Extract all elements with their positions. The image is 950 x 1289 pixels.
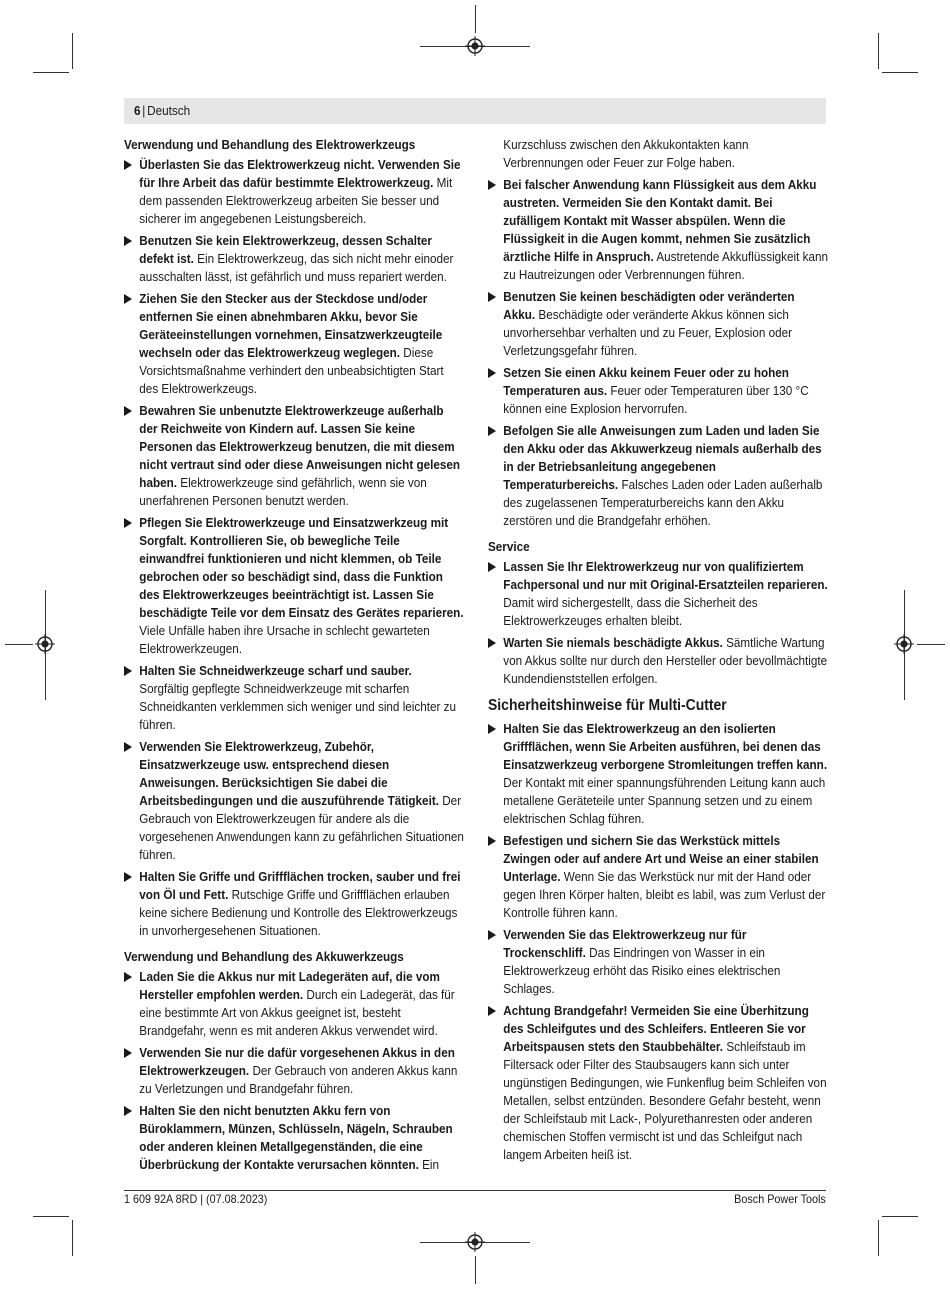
footer-brand: Bosch Power Tools — [734, 1192, 826, 1206]
crop-mark — [33, 1216, 69, 1217]
crop-mark — [878, 1220, 879, 1256]
instruction-text: Das Eindringen von Wasser in ein Elektrowerkzeug erhöht das Risiko eines elektrischen Schlages. — [503, 945, 781, 996]
instruction-bold: Befolgen Sie alle Anweisungen zum Laden und laden Sie den Akku oder das Akkuwerkzeug niemals außerhalb des in der Betriebsanleitung angegebenen Temperaturbereichs. — [503, 423, 822, 492]
crop-mark — [72, 1220, 73, 1256]
instruction-bold: Halten Sie das Elektrowerkzeug an den isolierten Griffflächen, wenn Sie Arbeiten ausführen, bei denen das Einsatzwerkzeug verborgene Stromleitungen treffen kann. — [503, 721, 828, 772]
safety-instruction — [488, 422, 828, 530]
bullet-arrow-icon — [488, 1006, 496, 1016]
bullet-arrow-icon — [124, 972, 132, 982]
instruction-text: Schleifstaub im Filtersack oder Filter des Staubsaugers kann sich unter ungünstigen Bedingungen, wie Funkenflug beim Schleifen von Metallen, selbst entzünden. Besondere Gefahr besteht, wenn der Schleifstaub mit Lack-, Polyurethanresten oder anderen chemischen Stoffen vermischt ist und das Schleifgut nach langem Arbeiten heiß ist. — [503, 1039, 827, 1162]
safety-instruction — [124, 514, 464, 658]
crop-mark — [33, 72, 69, 73]
safety-instruction — [124, 968, 464, 1040]
instruction-bold: Benutzen Sie kein Elektrowerkzeug, dessen Schalter defekt ist. — [139, 233, 432, 266]
instruction-text: Der Gebrauch von anderen Akkus kann zu Verletzungen und Brandgefahr führen. — [139, 1063, 458, 1096]
instruction-bold: Pflegen Sie Elektrowerkzeuge und Einsatzwerkzeug mit Sorgfalt. Kontrollieren Sie, ob bewegliche Teile einwandfrei funktionieren und nicht klemmen, ob Teile gebrochen oder so beschädigt sind, dass die Funktion des Elektrowerkzeuges beeinträchtigt ist. Lassen Sie beschädigte Teile vor dem Einsatz des Gerätes reparieren. — [139, 515, 464, 620]
instruction-bold: Benutzen Sie keinen beschädigten oder veränderten Akku. — [503, 289, 795, 322]
instruction-text: Ein — [422, 1157, 440, 1172]
bullet-arrow-icon — [124, 1106, 132, 1116]
instruction-text: Durch ein Ladegerät, das für eine bestimmte Art von Akkus geeignet ist, besteht Brandgefahr, wenn es mit anderen Akkus verwendet wird. — [139, 987, 455, 1038]
safety-instruction — [488, 558, 828, 630]
safety-instruction — [488, 176, 828, 284]
instruction-bold: Setzen Sie einen Akku keinem Feuer oder zu hohen Temperaturen aus. — [503, 365, 789, 398]
safety-instruction — [488, 832, 828, 922]
bullet-arrow-icon — [124, 406, 132, 416]
bullet-arrow-icon — [124, 666, 132, 676]
bullet-arrow-icon — [488, 562, 496, 572]
left-column — [124, 136, 464, 1178]
header-language: Deutsch — [147, 103, 191, 118]
instruction-text: Viele Unfälle haben ihre Ursache in schlecht gewarteten Elektrowerkzeugen. — [139, 623, 430, 656]
crop-mark — [878, 33, 879, 69]
instruction-bold: Halten Sie den nicht benutzten Akku fern von Büroklammern, Münzen, Schlüsseln, Nägeln, Schrauben oder anderen kleinen Metallgegenständen, die eine Überbrückung der Kontakte verursachen könnten. — [139, 1103, 453, 1172]
safety-instruction — [488, 720, 828, 828]
instruction-bold: Halten Sie Schneidwerkzeuge scharf und sauber. — [139, 663, 412, 678]
instruction-text: Austretende Akkuflüssigkeit kann zu Hautreizungen oder Verbrennungen führen. — [503, 249, 829, 282]
safety-instruction — [488, 288, 828, 360]
instruction-bold: Befestigen und sichern Sie das Werkstück mittels Zwingen oder auf andere Art und Weise an einer stabilen Unterlage. — [503, 833, 819, 884]
safety-instruction — [488, 1002, 828, 1164]
crop-mark — [475, 5, 476, 33]
instruction-text: Beschädigte oder veränderte Akkus können sich unvorhersehbar verhalten und zu Feuer, Explosion oder Verletzungsgefahr führen. — [503, 307, 793, 358]
bullet-arrow-icon — [488, 638, 496, 648]
instruction-bold: Bewahren Sie unbenutzte Elektrowerkzeuge außerhalb der Reichweite von Kindern auf. Lassen Sie keine Personen das Elektrowerkzeug benutzen, die mit diesem nicht vertraut sind oder diese Anweisungen nicht gelesen haben. — [139, 403, 461, 490]
bullet-arrow-icon — [488, 426, 496, 436]
bullet-arrow-icon — [124, 742, 132, 752]
bullet-arrow-icon — [124, 236, 132, 246]
instruction-text: Feuer oder Temperaturen über 130 °C können eine Explosion hervorrufen. — [503, 383, 809, 416]
instruction-bold: Verwenden Sie Elektrowerkzeug, Zubehör, Einsatzwerkzeuge usw. entsprechend diesen Anweisungen. Berücksichtigen Sie dabei die Arbeitsbedingungen und die auszuführende Tätigkeit. — [139, 739, 439, 808]
bullet-arrow-icon — [124, 518, 132, 528]
safety-instruction — [488, 634, 828, 688]
instruction-bold: Laden Sie die Akkus nur mit Ladegeräten auf, die vom Hersteller empfohlen werden. — [139, 969, 440, 1002]
bullet-arrow-icon — [488, 930, 496, 940]
continuation-paragraph: Kurzschluss zwischen den Akkukontakten kann Verbrennungen oder Feuer zur Folge haben. — [503, 137, 749, 170]
instruction-text: Der Gebrauch von Elektrowerkzeugen für andere als die vorgesehenen Anwendungen kann zu gefährlichen Situationen führen. — [139, 793, 464, 862]
registration-mark-icon — [465, 36, 485, 56]
section-heading: Verwendung und Behandlung des Elektrowerkzeugs — [124, 137, 416, 152]
instruction-text: Mit dem passenden Elektrowerkzeug arbeiten Sie besser und sicherer im angegebenen Leistungsbereich. — [139, 175, 453, 226]
instruction-text: Wenn Sie das Werkstück nur mit der Hand oder gegen Ihren Körper halten, bleibt es labil, was zum Verlust der Kontrolle führen kann. — [503, 869, 826, 920]
bullet-arrow-icon — [124, 1048, 132, 1058]
instruction-bold: Halten Sie Griffe und Griffflächen trocken, sauber und frei von Öl und Fett. — [139, 869, 461, 902]
bullet-arrow-icon — [488, 292, 496, 302]
bullet-arrow-icon — [488, 180, 496, 190]
right-column — [488, 136, 828, 1168]
crop-mark — [72, 33, 73, 69]
instruction-bold: Ziehen Sie den Stecker aus der Steckdose und/oder entfernen Sie einen abnehmbaren Akku, bevor Sie Geräteeinstellungen vornehmen, Einsatzwerkzeugteile wechseln oder das Elektrowerkzeug weglegen. — [139, 291, 443, 360]
safety-instruction — [124, 1102, 464, 1174]
footer-document-id: 1 609 92A 8RD | (07.08.2023) — [124, 1192, 268, 1206]
instruction-bold: Bei falscher Anwendung kann Flüssigkeit aus dem Akku austreten. Vermeiden Sie den Kontakt damit. Bei zufälligem Kontakt mit Wasser abspülen. Wenn die Flüssigkeit in die Augen kommt, nehmen Sie zusätzlich ärztliche Hilfe in Anspruch. — [503, 177, 817, 264]
crop-mark — [475, 1256, 476, 1284]
bullet-arrow-icon — [488, 724, 496, 734]
instruction-text: Elektrowerkzeuge sind gefährlich, wenn sie von unerfahrenen Personen benutzt werden. — [139, 475, 427, 508]
section-title: Sicherheitshinweise für Multi-Cutter — [488, 697, 727, 714]
safety-instruction — [124, 290, 464, 398]
safety-instruction — [124, 232, 464, 286]
instruction-text: Sorgfältig gepflegte Schneidwerkzeuge mit scharfen Schneidkanten verklemmen sich weniger und sind leichter zu führen. — [139, 681, 457, 732]
registration-mark-icon — [465, 1232, 485, 1252]
instruction-text: Falsches Laden oder Laden außerhalb des zugelassenen Temperaturbereichs kann den Akku zerstören und die Brandgefahr erhöhen. — [503, 477, 823, 528]
safety-instruction — [124, 156, 464, 228]
bullet-arrow-icon — [124, 160, 132, 170]
safety-instruction — [488, 926, 828, 998]
page-header — [124, 98, 826, 124]
instruction-text: Diese Vorsichtsmaßnahme verhindert den unbeabsichtigten Start des Elektrowerkzeugs. — [139, 345, 444, 396]
safety-instruction — [124, 868, 464, 940]
instruction-bold: Lassen Sie Ihr Elektrowerkzeug nur von qualifiziertem Fachpersonal und nur mit Original-Ersatzteilen reparieren. — [503, 559, 828, 592]
crop-mark — [917, 644, 945, 645]
footer-rule — [124, 1190, 826, 1191]
page-header-text — [134, 103, 190, 119]
safety-instruction — [124, 402, 464, 510]
safety-instruction — [124, 738, 464, 864]
safety-instruction — [124, 1044, 464, 1098]
instruction-text: Damit wird sichergestellt, dass die Sicherheit des Elektrowerkzeuges erhalten bleibt. — [503, 595, 758, 628]
crop-mark — [882, 1216, 918, 1217]
instruction-text: Rutschige Griffe und Griffflächen erlauben keine sichere Bedienung und Kontrolle des Elektrowerkzeugs in unvorhergesehenen Situationen. — [139, 887, 458, 938]
instruction-bold: Warten Sie niemals beschädigte Akkus. — [503, 635, 723, 650]
instruction-bold: Verwenden Sie nur die dafür vorgesehenen Akkus in den Elektrowerkzeugen. — [139, 1045, 455, 1078]
bullet-arrow-icon — [488, 368, 496, 378]
section-heading: Verwendung und Behandlung des Akkuwerkzeugs — [124, 949, 404, 964]
safety-instruction — [124, 662, 464, 734]
bullet-arrow-icon — [124, 294, 132, 304]
instruction-text: Sämtliche Wartung von Akkus sollte nur durch den Hersteller oder bevollmächtigte Kundendienststellen erfolgen. — [503, 635, 828, 686]
crop-mark — [882, 72, 918, 73]
bullet-arrow-icon — [488, 836, 496, 846]
page-number: 6 — [134, 103, 141, 118]
instruction-text: Der Kontakt mit einer spannungsführenden Leitung kann auch metallene Geräteteile unter Spannung setzen und zu einem elektrischen Schlag führen. — [503, 775, 826, 826]
instruction-bold: Überlasten Sie das Elektrowerkzeug nicht. Verwenden Sie für Ihre Arbeit das dafür bestimmte Elektrowerkzeug. — [139, 157, 461, 190]
instruction-bold: Achtung Brandgefahr! Vermeiden Sie eine Überhitzung des Schleifgutes und des Schleifers. Entleeren Sie vor Arbeitspausen stets den Staubbehälter. — [503, 1003, 809, 1054]
instruction-text: Ein Elektrowerkzeug, das sich nicht mehr einoder ausschalten lässt, ist gefährlich und muss repariert werden. — [139, 251, 454, 284]
instruction-bold: Verwenden Sie das Elektrowerkzeug nur für Trockenschliff. — [503, 927, 747, 960]
crop-mark — [5, 644, 33, 645]
header-separator: | — [142, 103, 146, 118]
safety-instruction — [488, 364, 828, 418]
bullet-arrow-icon — [124, 872, 132, 882]
registration-mark-icon — [894, 634, 914, 654]
registration-mark-icon — [35, 634, 55, 654]
section-heading: Service — [488, 539, 530, 554]
